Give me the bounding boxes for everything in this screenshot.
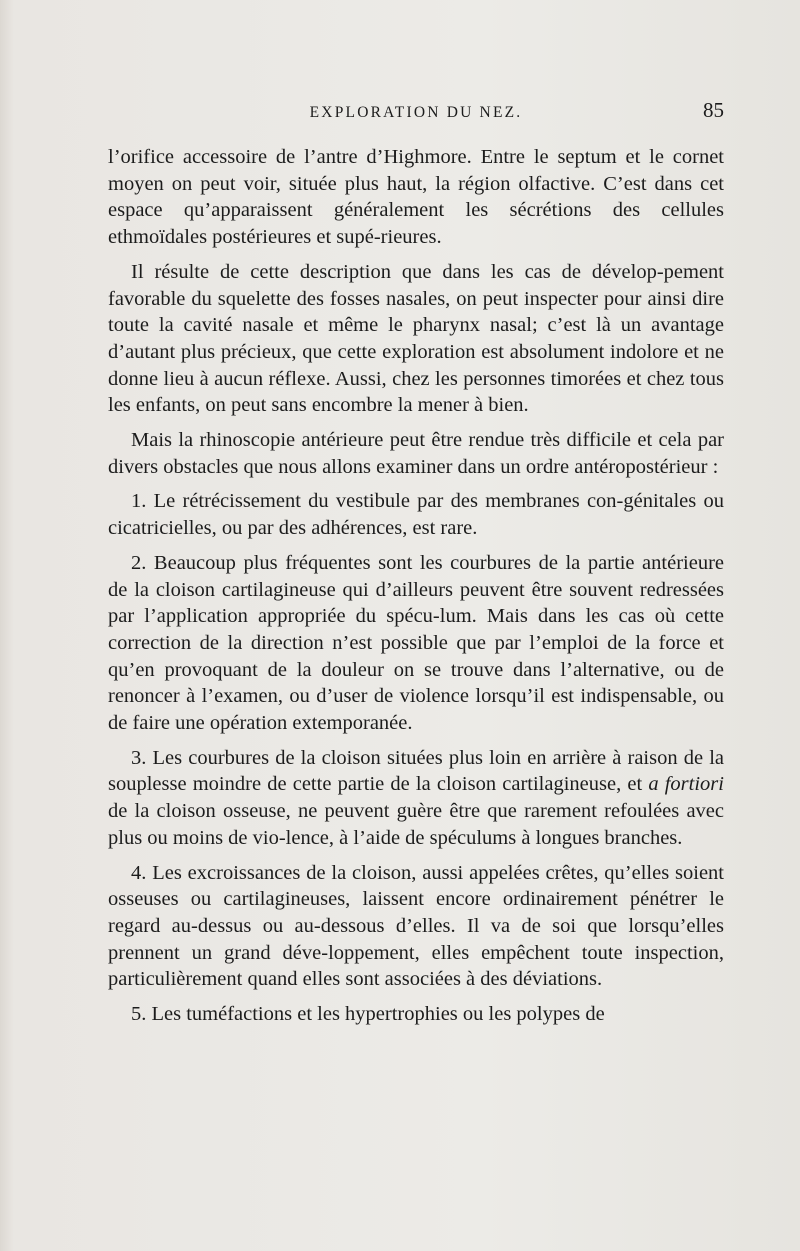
body-text bbox=[108, 144, 724, 1036]
list-item-3 bbox=[108, 745, 724, 852]
list-item-5: 5. Les tuméfactions et les hypertrophies ou les polypes de bbox=[131, 1003, 605, 1026]
paragraph-2: Il résulte de cette description que dans les cas de dévelop-pement favorable du squelette des fosses nasales, on peut inspecter pour ainsi dire toute la cavité nasale et même le pharynx nasal; c’est là un avantage d’autant plus précieux, que cette exploration est absolument indolore et ne donne lieu à aucun réflexe. Aussi, chez les personnes timorées et chez tous les enfants, on peut sans encombre la mener à bien. bbox=[108, 260, 724, 417]
list-item-3-text-end: de la cloison osseuse, ne peuvent guère être que rarement refoulées avec plus ou moins de vio-lence, à l’aide de spéculums à longues branches. bbox=[108, 800, 724, 849]
page-header bbox=[108, 98, 724, 128]
list-item-4: 4. Les excroissances de la cloison, aussi appelées crêtes, qu’elles soient osseuses ou cartilagineuses, laissent encore ordinairement pénétrer le regard au-dessus ou au-dessous d’elles. Il va de soi que lorsqu’elles prennent un grand déve-loppement, elles empêchent toute inspection, particulièrement quand elles sont associées à des déviations. bbox=[108, 861, 724, 991]
paragraph-3: Mais la rhinoscopie antérieure peut être rendue très difficile et cela par divers obstacles que nous allons examiner dans un ordre antéropostérieur : bbox=[108, 429, 724, 478]
italic-phrase: a fortiori bbox=[648, 773, 724, 796]
list-item-3-text-start: 3. Les courbures de la cloison situées plus loin en arrière à raison de la souplesse moindre de cette partie de la cloison cartilagineuse, et bbox=[108, 746, 724, 796]
paragraph-1: l’orifice accessoire de l’antre d’Highmore. Entre le septum et le cornet moyen on peut voir, située plus haut, la région olfactive. C’est dans cet espace qu’apparaissent généralement les sécrétions des cellules ethmoïdales postérieures et supé-rieures. bbox=[108, 146, 724, 249]
page-number: 85 bbox=[703, 98, 724, 122]
list-item-2: 2. Beaucoup plus fréquentes sont les courbures de la partie antérieure de la cloison cartilagineuse qui d’ailleurs peuvent être souvent redressées par l’application appropriée du spécu-lum. Mais dans les cas où cette correction de la direction n’est possible que par l’emploi de la force et qu’en provoquant de la douleur on se trouve dans l’alternative, ou de renoncer à l’examen, ou d’user de violence lorsqu’il est indispensable, ou de faire une opération extemporanée. bbox=[108, 551, 724, 735]
running-head: EXPLORATION DU NEZ. bbox=[309, 104, 523, 121]
list-item-1: 1. Le rétrécissement du vestibule par des membranes con-génitales ou cicatricielles, ou par des adhérences, est rare. bbox=[108, 490, 724, 540]
